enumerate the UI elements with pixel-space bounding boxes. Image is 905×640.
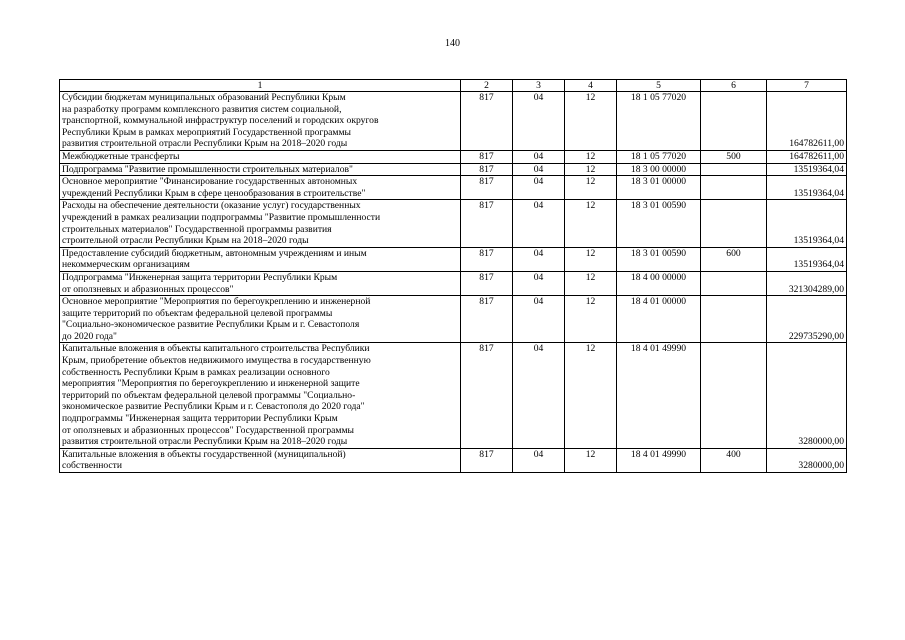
section-code-cell: 04: [513, 296, 565, 343]
budget-table: [59, 79, 847, 473]
item-name-cell: [60, 176, 461, 200]
item-name-line: собственность Республики Крым в рамках реализации основного: [62, 366, 330, 378]
amount-cell: 229735290,00: [767, 296, 847, 343]
amount-cell: 3280000,00: [767, 343, 847, 448]
item-name-line: мероприятия "Мероприятия по берегоукреплению и инженерной защите: [62, 378, 360, 390]
subsection-code-cell: 12: [565, 448, 617, 472]
subsection-code-cell: 12: [565, 247, 617, 271]
item-name-line: строительных материалов" Государственной программы развития: [62, 223, 332, 235]
page-number: 140: [445, 38, 460, 49]
expense-type-cell: [701, 200, 767, 247]
target-article-cell: 18 3 01 00590: [617, 200, 701, 247]
amount-cell: 13519364,04: [767, 247, 847, 271]
table-row: [60, 92, 847, 151]
item-name-line: Подпрограмма "Инженерная защита территории Республики Крым: [62, 271, 338, 283]
expense-type-cell: 600: [701, 247, 767, 271]
item-name-line: защите территорий по объектам федеральной целевой программы: [62, 307, 333, 319]
item-name-cell: [60, 92, 461, 151]
ministry-code-cell: 817: [461, 200, 513, 247]
item-name-line: Капитальные вложения в объекты государственной (муниципальной): [62, 448, 346, 460]
item-name-line: Подпрограмма "Развитие промышленности строительных материалов": [62, 163, 353, 175]
item-name-cell: [60, 271, 461, 295]
item-name-line: Основное мероприятие "Финансирование государственных автономных: [62, 176, 358, 188]
item-name-line: транспортной, коммунальной инфраструктур поселений и городских округов: [62, 115, 379, 127]
item-name-line: Расходы на обеспечение деятельности (оказание услуг) государственных: [62, 200, 361, 212]
section-code-cell: 04: [513, 150, 565, 163]
ministry-code-cell: 817: [461, 150, 513, 163]
expense-type-cell: 400: [701, 448, 767, 472]
amount-cell: 164782611,00: [767, 150, 847, 163]
item-name-line: Субсидии бюджетам муниципальных образований Республики Крым: [62, 92, 346, 103]
item-name-line: от оползневых и абразионных процессов" Государственной программы: [62, 424, 354, 436]
item-name-line: Республики Крым в рамках мероприятий Государственной программы: [62, 126, 352, 138]
item-name-line: развития строительной отрасли Республики Крым на 2018–2020 годы: [62, 436, 348, 448]
target-article-cell: 18 3 01 00590: [617, 247, 701, 271]
item-name-line: до 2020 года": [62, 330, 117, 342]
subsection-code-cell: 12: [565, 200, 617, 247]
subsection-code-cell: 12: [565, 163, 617, 176]
table-row: [60, 448, 847, 472]
section-code-cell: 04: [513, 247, 565, 271]
table-row: [60, 200, 847, 247]
amount-cell: 13519364,04: [767, 163, 847, 176]
amount-cell: 164782611,00: [767, 92, 847, 151]
ministry-code-cell: 817: [461, 343, 513, 448]
header-cell: 6: [701, 80, 767, 92]
item-name-line: Межбюджетные трансферты: [62, 150, 180, 162]
item-name-line: Крым, приобретение объектов недвижимого имущества в государственную: [62, 355, 371, 367]
section-code-cell: 04: [513, 271, 565, 295]
target-article-cell: 18 1 05 77020: [617, 150, 701, 163]
subsection-code-cell: 12: [565, 92, 617, 151]
item-name-line: учреждений Республики Крым в сфере ценообразования в строительстве": [62, 187, 366, 199]
item-name-line: экономическое развитие Республики Крым и г. Севастополя до 2020 года": [62, 401, 365, 413]
table-row: [60, 296, 847, 343]
table-row: [60, 163, 847, 176]
ministry-code-cell: 817: [461, 296, 513, 343]
item-name-cell: [60, 163, 461, 176]
item-name-line: собственности: [62, 460, 123, 472]
table-row: [60, 343, 847, 448]
section-code-cell: 04: [513, 448, 565, 472]
section-code-cell: 04: [513, 92, 565, 151]
section-code-cell: 04: [513, 176, 565, 200]
header-cell: 2: [461, 80, 513, 92]
target-article-cell: 18 3 01 00000: [617, 176, 701, 200]
header-cell: 7: [767, 80, 847, 92]
target-article-cell: 18 4 00 00000: [617, 271, 701, 295]
header-cell: 1: [60, 80, 461, 92]
expense-type-cell: [701, 163, 767, 176]
item-name-line: Капитальные вложения в объекты капитального строительства Республики: [62, 343, 370, 355]
target-article-cell: 18 4 01 00000: [617, 296, 701, 343]
item-name-line: строительной отрасли Республики Крым на 2018–2020 годы: [62, 235, 309, 247]
ministry-code-cell: 817: [461, 247, 513, 271]
subsection-code-cell: 12: [565, 343, 617, 448]
ministry-code-cell: 817: [461, 176, 513, 200]
item-name-cell: [60, 448, 461, 472]
section-code-cell: 04: [513, 343, 565, 448]
item-name-cell: [60, 150, 461, 163]
item-name-line: подпрограммы "Инженерная защита территории Республики Крым: [62, 413, 338, 425]
table-row: [60, 176, 847, 200]
table-body: [60, 80, 847, 473]
ministry-code-cell: 817: [461, 271, 513, 295]
expense-type-cell: [701, 296, 767, 343]
expense-type-cell: 500: [701, 150, 767, 163]
amount-cell: 321304289,00: [767, 271, 847, 295]
amount-cell: 3280000,00: [767, 448, 847, 472]
subsection-code-cell: 12: [565, 271, 617, 295]
expense-type-cell: [701, 343, 767, 448]
target-article-cell: 18 4 01 49990: [617, 343, 701, 448]
item-name-line: территорий по объектам федеральной целевой программы "Социально-: [62, 389, 356, 401]
table-row: [60, 271, 847, 295]
item-name-line: "Социально-экономическое развитие Республики Крым и г. Севастополя: [62, 319, 360, 331]
header-cell: 3: [513, 80, 565, 92]
header-cell: 5: [617, 80, 701, 92]
item-name-line: от оползневых и абразионных процессов": [62, 283, 234, 295]
item-name-cell: [60, 200, 461, 247]
item-name-line: на разработку программ комплексного развития систем социальной,: [62, 103, 342, 115]
item-name-line: учреждений в рамках реализации подпрограммы "Развитие промышленности: [62, 211, 381, 223]
amount-cell: 13519364,04: [767, 200, 847, 247]
subsection-code-cell: 12: [565, 296, 617, 343]
target-article-cell: 18 1 05 77020: [617, 92, 701, 151]
subsection-code-cell: 12: [565, 176, 617, 200]
item-name-cell: [60, 247, 461, 271]
section-code-cell: 04: [513, 163, 565, 176]
target-article-cell: 18 4 01 49990: [617, 448, 701, 472]
table-row: [60, 247, 847, 271]
item-name-cell: [60, 343, 461, 448]
header-cell: 4: [565, 80, 617, 92]
expense-type-cell: [701, 92, 767, 151]
ministry-code-cell: 817: [461, 448, 513, 472]
item-name-line: Предоставление субсидий бюджетным, автономным учреждениям и иным: [62, 247, 367, 259]
expense-type-cell: [701, 271, 767, 295]
target-article-cell: 18 3 00 00000: [617, 163, 701, 176]
expense-type-cell: [701, 176, 767, 200]
item-name-line: развития строительной отрасли Республики Крым на 2018–2020 годы: [62, 138, 348, 150]
header-row: [60, 80, 847, 92]
ministry-code-cell: 817: [461, 163, 513, 176]
amount-cell: 13519364,04: [767, 176, 847, 200]
item-name-line: некоммерческим организациям: [62, 259, 190, 271]
subsection-code-cell: 12: [565, 150, 617, 163]
table-row: [60, 150, 847, 163]
item-name-line: Основное мероприятие "Мероприятия по берегоукреплению и инженерной: [62, 296, 371, 308]
item-name-cell: [60, 296, 461, 343]
ministry-code-cell: 817: [461, 92, 513, 151]
section-code-cell: 04: [513, 200, 565, 247]
